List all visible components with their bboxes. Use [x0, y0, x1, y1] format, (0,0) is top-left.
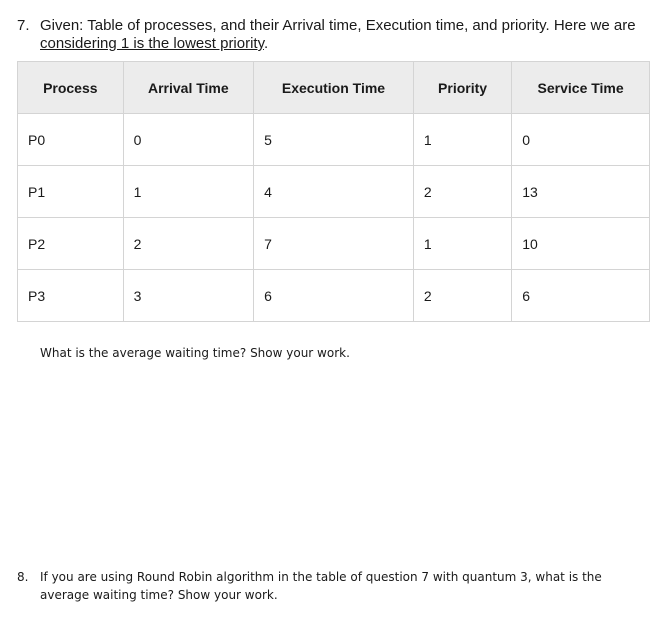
- question-8-number: 8.: [17, 570, 29, 584]
- cell-service-time: 0: [512, 114, 650, 166]
- cell-process: P2: [18, 218, 124, 270]
- cell-service-time: 6: [512, 270, 650, 322]
- question-7-underlined: considering 1 is the lowest priority: [40, 35, 264, 52]
- process-table: [17, 61, 650, 322]
- header-service-time: Service Time: [512, 62, 650, 114]
- header-execution-time: Execution Time: [254, 62, 414, 114]
- question-7-number: 7.: [17, 17, 30, 34]
- cell-arrival-time: 0: [123, 114, 253, 166]
- cell-service-time: 10: [512, 218, 650, 270]
- table-row: [18, 114, 650, 166]
- cell-execution-time: 6: [254, 270, 414, 322]
- table-row: [18, 218, 650, 270]
- question-7: [17, 17, 637, 53]
- cell-process: P3: [18, 270, 124, 322]
- table-header-row: [18, 62, 650, 114]
- header-process: Process: [18, 62, 124, 114]
- cell-arrival-time: 2: [123, 218, 253, 270]
- question-8-text: If you are using Round Robin algorithm in the table of question 7 with quantum 3, what is the average waiting time? Show your work.: [40, 570, 602, 602]
- question-8: [17, 568, 617, 604]
- header-arrival-time: Arrival Time: [123, 62, 253, 114]
- table-row: [18, 270, 650, 322]
- cell-process: P1: [18, 166, 124, 218]
- cell-arrival-time: 1: [123, 166, 253, 218]
- cell-priority: 1: [413, 114, 511, 166]
- question-7-intro: Given: Table of processes, and their Arrival time, Execution time, and priority. Here we are: [40, 17, 636, 34]
- question-7-prompt: What is the average waiting time? Show your work.: [40, 346, 350, 360]
- cell-priority: 2: [413, 166, 511, 218]
- cell-execution-time: 5: [254, 114, 414, 166]
- cell-priority: 1: [413, 218, 511, 270]
- cell-process: P0: [18, 114, 124, 166]
- header-priority: Priority: [413, 62, 511, 114]
- cell-execution-time: 7: [254, 218, 414, 270]
- cell-service-time: 13: [512, 166, 650, 218]
- cell-priority: 2: [413, 270, 511, 322]
- cell-execution-time: 4: [254, 166, 414, 218]
- table-row: [18, 166, 650, 218]
- question-7-end: .: [264, 35, 269, 52]
- question-7-text: [40, 17, 637, 53]
- cell-arrival-time: 3: [123, 270, 253, 322]
